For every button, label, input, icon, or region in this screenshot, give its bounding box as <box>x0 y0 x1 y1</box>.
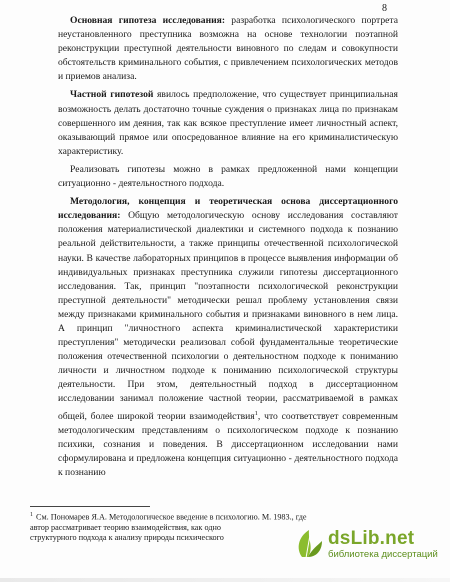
paragraph-partial-hypothesis <box>58 88 398 158</box>
paragraph-lead: Методология, концепция и теоретическая основа диссертационного исследования: <box>58 196 398 222</box>
watermark-subtitle: библиотека диссертаций <box>328 548 438 560</box>
dslib-watermark[interactable] <box>294 522 444 566</box>
paragraph-body: разработка психологического портрета неустановленного преступника возможна на основе технологии поэтапной реконструкции преступной деятельности виновного по следам и совокупности обстоятельств криминального события, с привлечением психологических методов и приемов анализа. <box>58 15 398 83</box>
footnote-line: $^1$ См. Пономарев Я.А. Методологическое введение в психологию. М. 1983., где <box>30 512 307 522</box>
paragraph-main-hypothesis <box>58 14 398 84</box>
page-number: 8 <box>382 3 387 14</box>
footnote-divider <box>30 506 150 507</box>
watermark-title: dsLib.net <box>328 527 415 549</box>
paragraph-body-continued: , что соответствует современным методологическим представлениям о психологическом подходе к познанию психики, сознания и поведения. В диссертационном исследовании нами сформулирована и предложена концепция ситуационно - деятельностного подхода к познанию <box>58 410 398 479</box>
leaf-logo-icon <box>294 527 324 561</box>
page-bottom-edge <box>0 578 450 582</box>
footnote-mark: 1 <box>30 512 33 518</box>
footnote-line: автор рассматривает теорию взаимодействия, как одно <box>30 522 221 532</box>
paragraph-body: Общую методологическую основу исследования составляют положения материалистической диалектики и системного подхода к познанию реальной действительности, а также принципы отечественной психологической науки. В качестве лабораторных принципов в процессе выявления информации об индивидуальных признаках преступника служили гипотезы диссертационного исследования. Так, принцип "поэтапности психологической реконструкции преступной деятельности" методически решал проблему установления связи между признаками криминального события и признаками виновного в нем лица. А принцип "личностного аспекта криминалистической характеристики преступления" методически реализовал собой фундаментальные теоретические положения отечественной психологии о деятельностном подходе к пониманию личности и личностном подходе к пониманию психологической структуры деятельности. При этом, деятельностный подход в диссертационном исследовании занимал положение частной теории, рассматриваемой в рамках общей, более широкой теории взаимодействия <box>58 210 398 422</box>
paragraph-lead: Основная гипотеза исследования: <box>70 15 226 26</box>
body-text <box>58 14 398 482</box>
paragraph-lead: Частной гипотезой <box>70 89 154 101</box>
footnote-line: структурного подхода к анализу природы психического <box>30 533 224 543</box>
paragraph-body: Реализовать гипотезы можно в рамках предложенной нами концепции ситуационно - деятельностного подхода. <box>58 163 398 190</box>
paragraph-concept <box>58 163 398 191</box>
paragraph-body: явилось предположение, что существует принципиальная возможность делать достаточно точные суждения о признаках лица по признакам совершенного им деяния, так как всякое преступление имеет личностный аспект, оказывающий прямое или опосредованное влияние на его криминалистическую характеристику. <box>58 89 398 157</box>
watermark-text <box>328 529 438 560</box>
paragraph-methodology <box>58 195 398 480</box>
footnote-reference[interactable]: 1 <box>254 409 258 417</box>
